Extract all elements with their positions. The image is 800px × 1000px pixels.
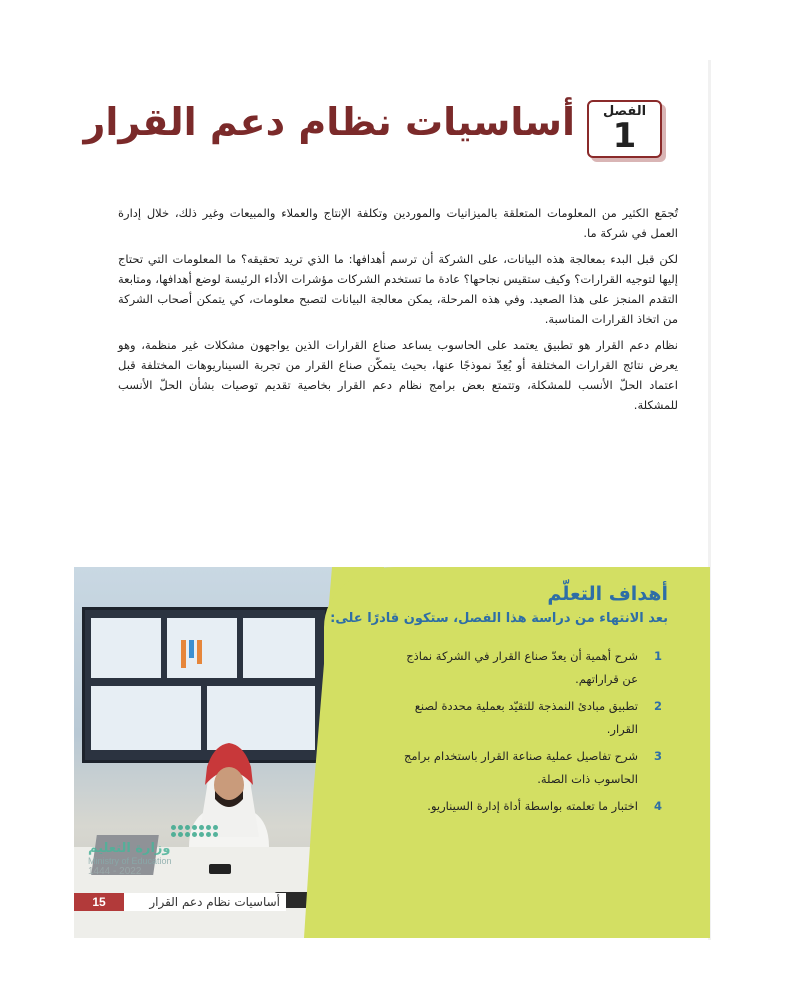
goal-text: شرح أهمية أن يعدّ صناع القرار في الشركة نماذج عن قراراتهم. <box>406 649 638 686</box>
goals-list <box>398 645 668 822</box>
footer <box>74 893 286 911</box>
ministry-logo <box>88 825 218 877</box>
goal-item <box>398 745 668 791</box>
goals-title: أهداف التعلّم <box>547 583 668 605</box>
chapter-number: 1 <box>612 116 637 156</box>
goal-text: تطبيق مبادئ النمذجة للتقيّد بعملية محددة لصنع القرار. <box>414 699 638 736</box>
page-number: 15 <box>74 893 124 911</box>
goal-item <box>398 795 668 818</box>
footer-title: أساسيات نظام دعم القرار <box>149 895 280 909</box>
goal-item <box>398 695 668 741</box>
chapter-label: الفصل <box>602 104 647 119</box>
goal-text: شرح تفاصيل عملية صناعة القرار باستخدام برامج الحاسوب ذات الصلة. <box>403 749 638 786</box>
goals-panel <box>324 567 710 938</box>
logo-english: Ministry of Education <box>88 856 172 866</box>
logo-dots-icon <box>158 825 218 837</box>
intro-text <box>118 203 678 421</box>
paragraph: نظام دعم القرار هو تطبيق يعتمد على الحاسوب يساعد صناع القرارات الذين يواجهون مشكلات غير منظمة، وهو يعرض نتائج القرارات المختلفة أو يُعِدّ نموذجًا عنها، بحيث يتمكّن صناع القرار من تجربة السيناريوهات المختلفة قبل اعتماد الحلّ الأنسب للمشكلة، وتتمتع بعض برامج نظام دعم القرار بخاصية تقديم توصيات بشأن الحلّ الأنسب للمشكلة. <box>118 338 678 412</box>
chapter-badge <box>587 100 662 158</box>
goal-number: 1 <box>653 649 662 663</box>
goal-number: 2 <box>653 699 662 713</box>
learning-goals-section <box>74 567 710 938</box>
chapter-title: أساسيات نظام دعم القرار <box>83 100 575 144</box>
goal-number: 4 <box>653 799 662 813</box>
goals-subtitle: بعد الانتهاء من دراسة هذا الفصل، ستكون قادرًا على: <box>330 611 668 626</box>
goal-text: اختبار ما تعلمته بواسطة أداة إدارة السيناريو. <box>427 799 638 813</box>
paragraph: تُجمَع الكثير من المعلومات المتعلقة بالميزانيات والموردين وتكلفة الإنتاج والعملاء والمبيعات وغير ذلك، خلال إدارة العمل في شركة ما. <box>118 206 678 240</box>
logo-year: 2022 - 1444 <box>88 866 142 877</box>
goal-item <box>398 645 668 691</box>
goal-number: 3 <box>653 749 662 763</box>
logo-arabic: وزارة التعليم <box>88 841 171 856</box>
paragraph: لكن قبل البدء بمعالجة هذه البيانات، على الشركة أن ترسم أهدافها: ما الذي تريد تحقيقه؟ ما المعلومات التي تحتاج إليها لتوجيه القرارات؟ وكيف ستقيس نجاحها؟ عادة ما تستخدم الشركات مؤشرات الأداء الرئيسة لوضع أهدافها، ومتابعة التقدم المنجز على هذا الصعيد. وفي هذه المرحلة، يمكن معالجة البيانات لتصبح معلومات، كي يتمكن أصحاب الشركة من اتخاذ القرارات المناسبة. <box>118 252 678 326</box>
